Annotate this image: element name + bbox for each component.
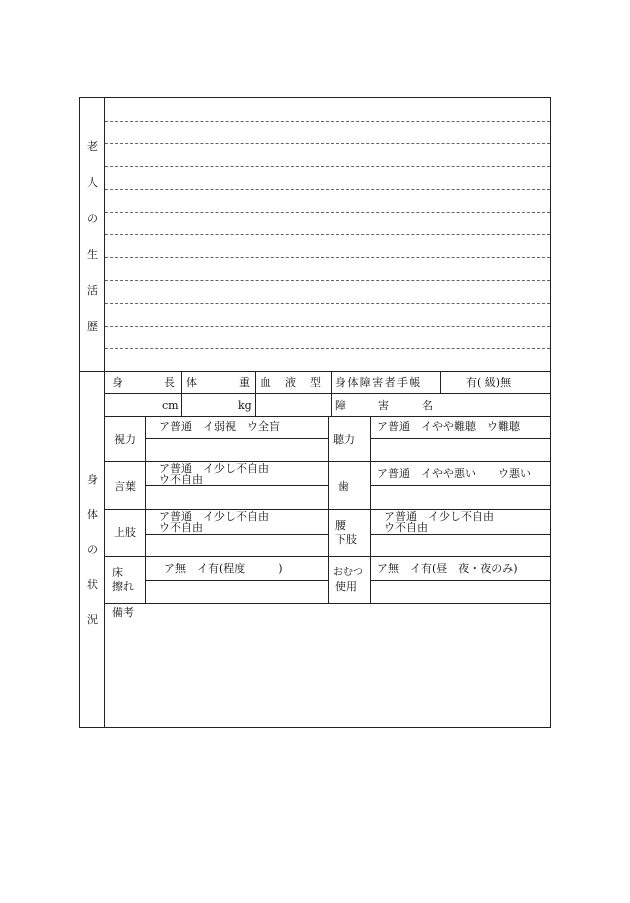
disability-notebook-label: 身体障害者手帳 [335,376,422,389]
remarks-label: 備考 [112,606,134,619]
diaper-notes-input[interactable] [371,581,550,602]
teeth-notes-input[interactable] [371,486,550,508]
ruled-line [105,166,550,167]
vision-options[interactable]: ア普通 イ弱視 ウ全盲 [159,420,280,433]
hearing-label: 聴力 [333,433,355,446]
grid-line [105,603,550,604]
bedsore-label: 擦れ [112,580,134,593]
bedsore-notes-input[interactable] [146,581,327,602]
bedsore-options[interactable]: ア無 イ有(程度 ) [164,562,283,575]
life-history-char: 老 [87,140,98,153]
teeth-label: 歯 [338,480,349,493]
blood-type-label: 液 [285,376,296,389]
body-status-char: 身 [87,473,98,486]
height-label: 身 [112,376,123,389]
hearing-notes-input[interactable] [371,439,550,460]
ruled-line [105,303,550,304]
upper-limb-options[interactable]: ア普通 イ少し不自由 [159,510,269,523]
ruled-line [105,121,550,122]
speech-options[interactable]: ア普通 イ少し不自由 [159,462,269,475]
ruled-line [105,234,550,235]
weight-label: 体 [186,376,197,389]
grid-line [331,371,332,416]
grid-line [328,416,329,604]
speech-label: 言葉 [114,480,136,493]
ruled-line [105,348,550,349]
disability-name-label: 障 [335,399,346,412]
ruled-line [105,280,550,281]
life-history-char: 人 [87,176,98,189]
upper-limb-label: 上肢 [114,526,136,539]
height-unit: cm [162,399,179,412]
speech-options[interactable]: ウ不自由 [159,473,203,486]
body-status-char: 状 [87,578,98,591]
life-history-label [80,98,105,371]
disability-name-input[interactable] [442,394,550,415]
body-status-char: 況 [87,613,98,626]
blood-type-label: 血 [260,376,271,389]
disability-notebook-value[interactable]: 有( 級)無 [466,376,512,389]
weight-label: 重 [239,376,250,389]
life-history-char: 生 [87,248,98,261]
vision-label: 視力 [114,433,136,446]
life-history-char: の [87,212,98,225]
ruled-line [105,257,550,258]
vision-notes-input[interactable] [146,439,327,460]
ruled-line [105,143,550,144]
disability-name-label: 害 [378,399,389,412]
lower-limb-options[interactable]: ア普通 イ少し不自由 [384,510,494,523]
body-status-char: の [87,543,98,556]
disability-name-label: 名 [422,399,433,412]
bedsore-label: 床 [112,566,123,579]
upper-limb-notes-input[interactable] [146,535,327,555]
ruled-line [105,326,550,327]
lower-limb-options[interactable]: ウ不自由 [384,521,428,534]
upper-limb-options[interactable]: ウ不自由 [159,521,203,534]
hearing-options[interactable]: ア普通 イやや難聴 ウ難聴 [377,420,520,433]
blood-type-input[interactable] [256,394,330,415]
ruled-line [105,189,550,190]
grid-line [105,556,550,557]
section-divider [80,371,550,372]
diaper-label: 使用 [335,580,357,593]
life-history-writing-area[interactable] [105,98,550,371]
teeth-options[interactable]: ア普通 イやや悪い ウ悪い [377,467,531,480]
height-label: 長 [164,376,175,389]
diaper-options[interactable]: ア無 イ有(昼 夜・夜のみ) [377,562,518,575]
body-status-char: 体 [87,508,98,521]
lower-limb-label: 腰 [335,519,346,532]
weight-unit: kg [238,399,252,412]
ruled-line [105,212,550,213]
lower-limb-notes-input[interactable] [371,535,550,555]
speech-notes-input[interactable] [146,486,327,508]
body-status-label [80,372,105,728]
height-input[interactable] [106,394,156,415]
blood-type-label: 型 [310,376,321,389]
grid-line [440,371,441,393]
record-form [79,97,551,728]
weight-input[interactable] [182,394,234,415]
life-history-char: 歴 [87,320,98,333]
diaper-label: おむつ [333,567,363,578]
remarks-input[interactable] [105,620,550,727]
life-history-char: 活 [87,284,98,297]
lower-limb-label: 下肢 [335,533,357,546]
